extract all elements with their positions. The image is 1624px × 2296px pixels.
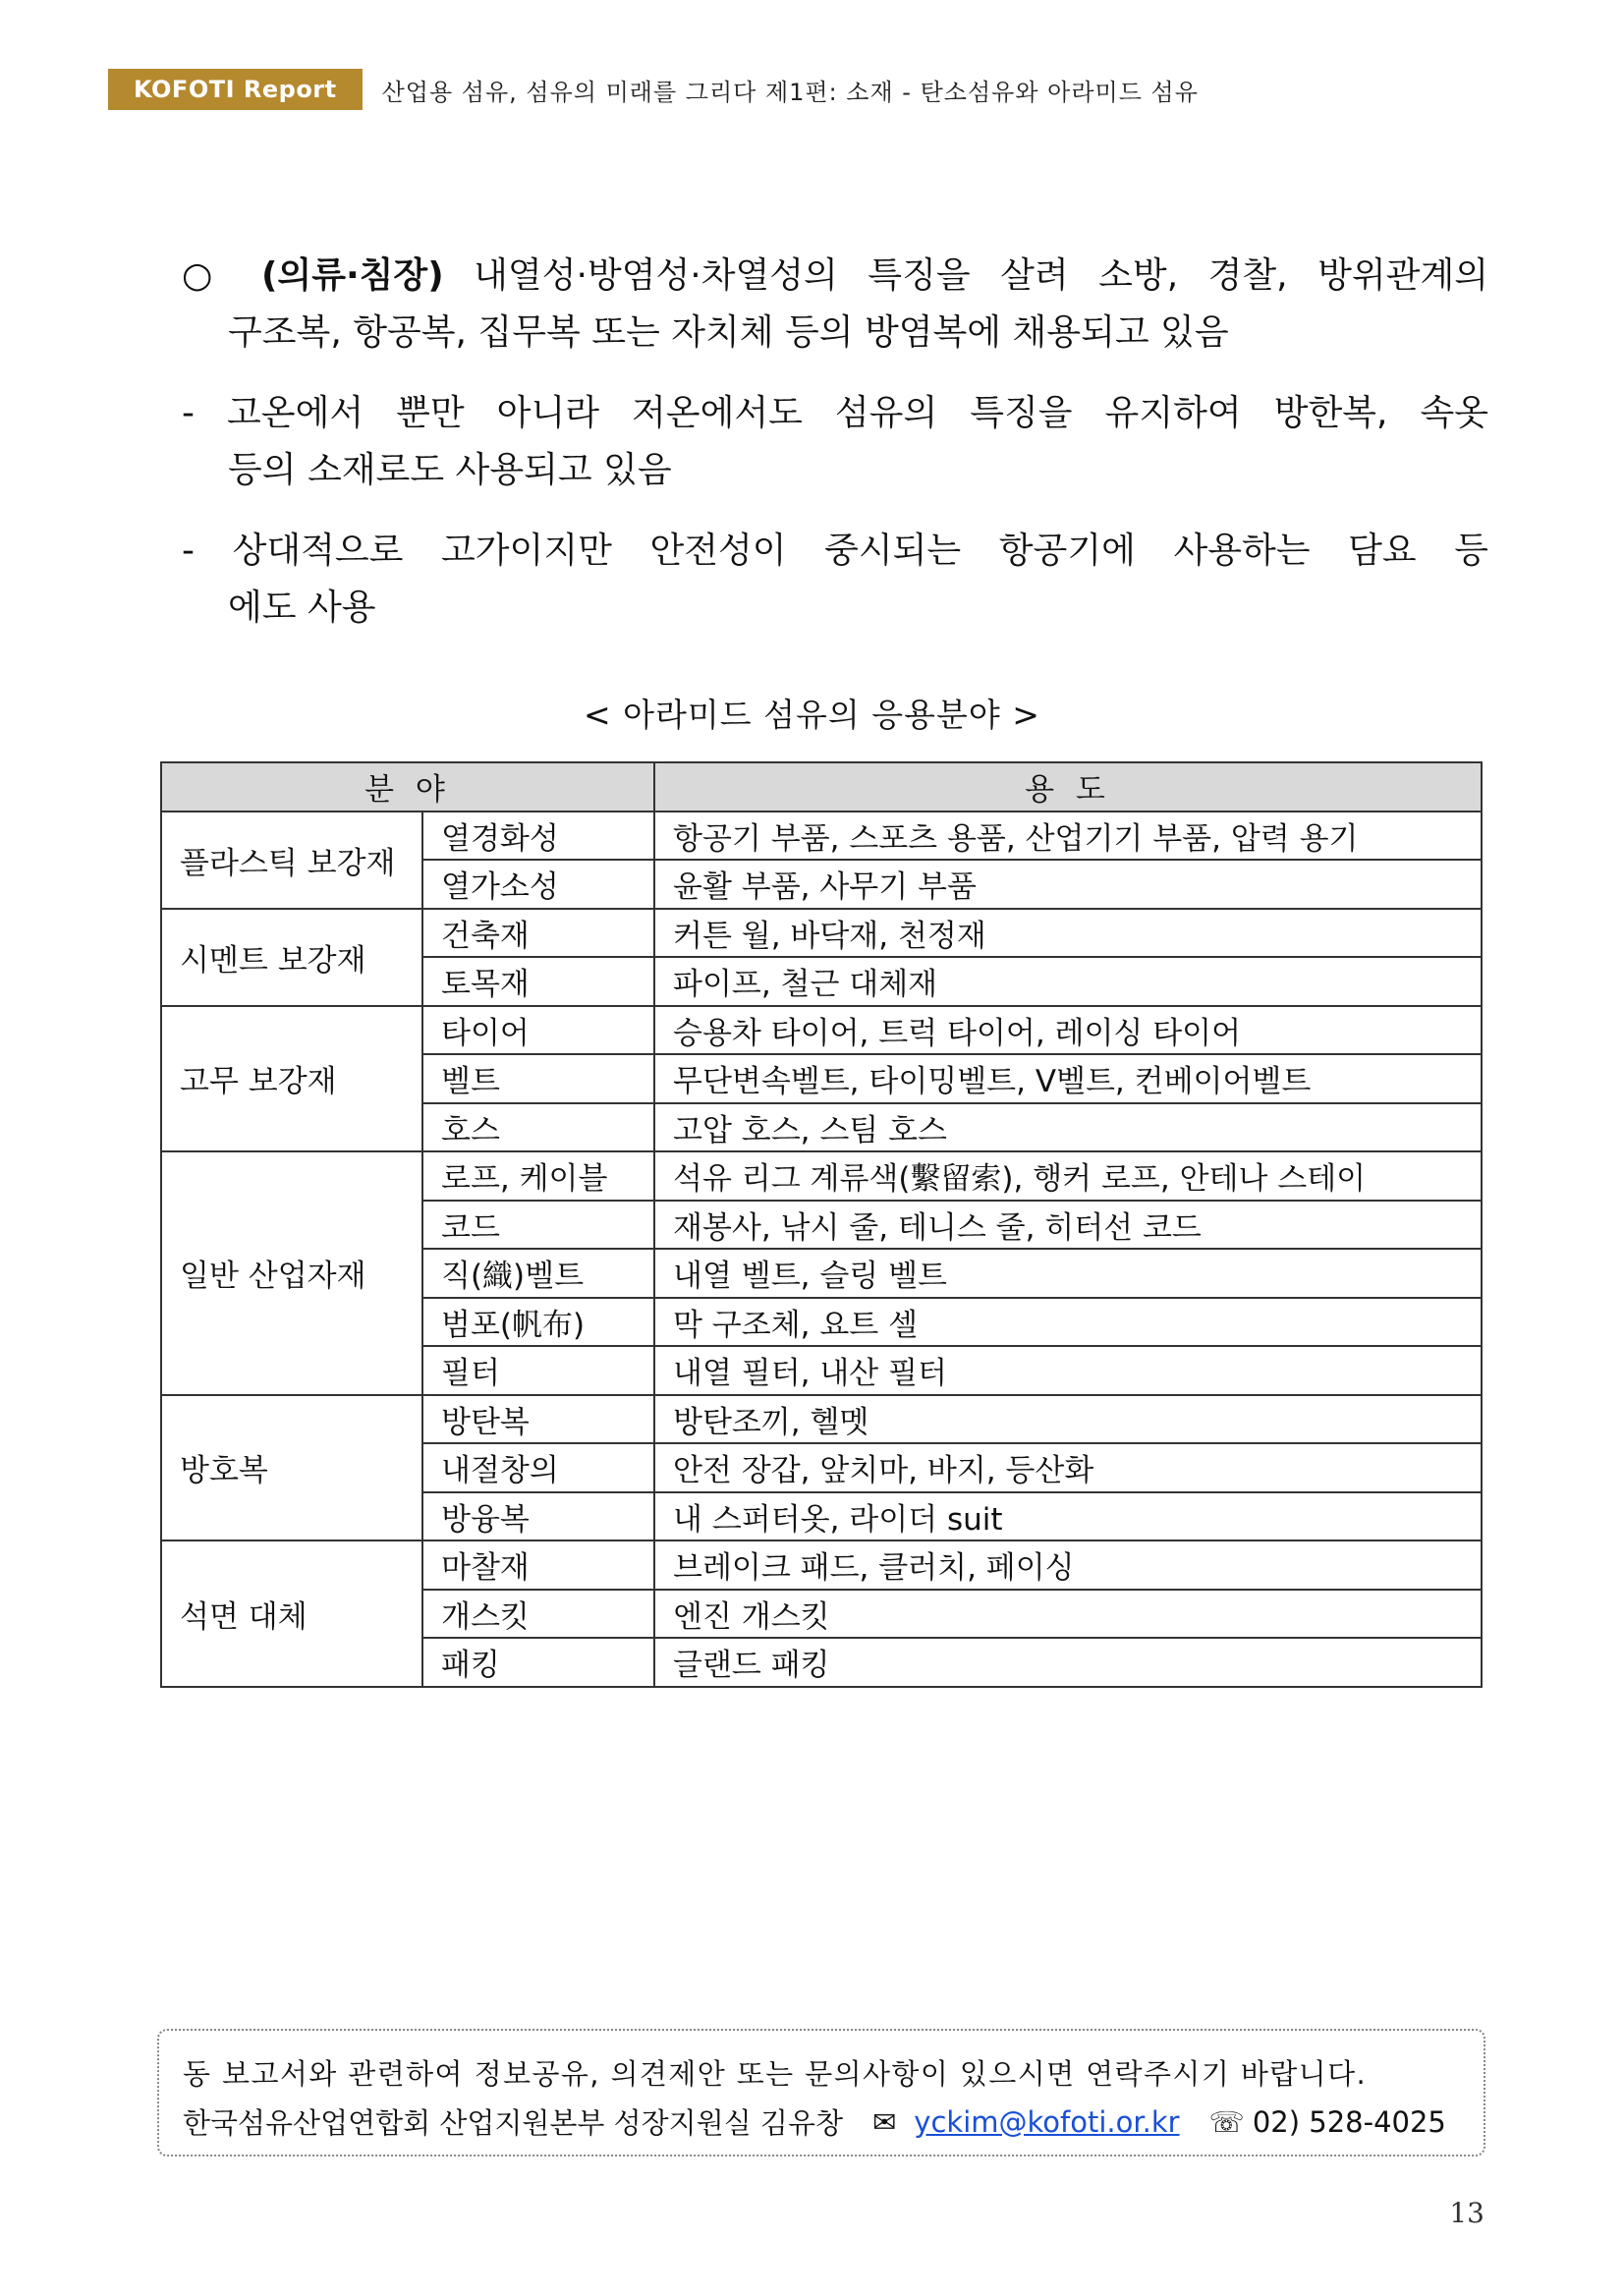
table-header-row — [161, 762, 1482, 812]
aramid-applications-table — [160, 761, 1483, 1688]
sub-cell: 개스킷 — [422, 1590, 654, 1639]
use-cell: 내열 벨트, 슬링 벨트 — [654, 1249, 1482, 1298]
sub-cell: 패킹 — [422, 1638, 654, 1687]
category-cell: 플라스틱 보강재 — [161, 812, 422, 909]
sub-cell: 방탄복 — [422, 1395, 654, 1444]
sub-cell: 방융복 — [422, 1492, 654, 1541]
bullet-marker: ○ — [182, 255, 232, 296]
category-cell: 시멘트 보강재 — [161, 909, 422, 1006]
sub-cell: 코드 — [422, 1201, 654, 1250]
sub-cell: 내절창의 — [422, 1443, 654, 1492]
header-use: 용 도 — [654, 762, 1482, 812]
use-cell: 글랜드 패킹 — [654, 1638, 1482, 1687]
sub-cell: 범포(帆布) — [422, 1298, 654, 1347]
sub-cell: 직(織)벨트 — [422, 1249, 654, 1298]
bullet-continuation: 등의 소재로도 사용되고 있음 — [228, 450, 672, 490]
bullet-line — [182, 385, 1488, 442]
use-cell: 승용차 타이어, 트럭 타이어, 레이싱 타이어 — [654, 1006, 1482, 1055]
sub-cell: 필터 — [422, 1346, 654, 1395]
bullet-marker: - — [182, 531, 195, 571]
use-cell: 안전 장갑, 앞치마, 바지, 등산화 — [654, 1443, 1482, 1492]
table-title: < 아라미드 섬유의 응용분야 > — [584, 696, 1040, 734]
bullet-text: 내열성·방염성·차열성의 특징을 살려 소방, 경찰, 방위관계의 — [474, 255, 1488, 296]
category-cell: 일반 산업자재 — [161, 1151, 422, 1395]
sub-cell: 열가소성 — [422, 860, 654, 909]
sub-cell: 마찰재 — [422, 1540, 654, 1590]
use-cell: 파이프, 철근 대체재 — [654, 957, 1482, 1006]
bullet-low-temperature — [182, 385, 1488, 499]
bullet-lead: (의류·침장) — [260, 255, 444, 296]
bullet-line — [182, 248, 1488, 305]
table-row — [161, 1151, 1482, 1201]
bullet-marker: - — [182, 393, 195, 433]
use-cell: 내열 필터, 내산 필터 — [654, 1346, 1482, 1395]
table-row — [161, 1395, 1482, 1444]
envelope-icon: ✉ — [871, 2104, 897, 2139]
use-cell: 브레이크 패드, 클러치, 페이싱 — [654, 1540, 1482, 1590]
bullet-aircraft — [182, 523, 1488, 637]
report-header — [108, 69, 1199, 110]
contact-message: 동 보고서와 관련하여 정보공유, 의견제안 또는 문의사항이 있으시면 연락주시기 바랍니다. — [183, 2057, 1368, 2091]
sub-cell: 열경화성 — [422, 812, 654, 861]
category-cell: 방호복 — [161, 1395, 422, 1541]
sub-cell: 로프, 케이블 — [422, 1151, 654, 1201]
bullet-text: 고온에서 뿐만 아니라 저온에서도 섬유의 특징을 유지하여 방한복, 속옷 — [227, 393, 1488, 433]
use-cell: 석유 리그 계류색(繫留索), 행커 로프, 안테나 스테이 — [654, 1151, 1482, 1201]
bullet-text: 상대적으로 고가이지만 안전성이 중시되는 항공기에 사용하는 담요 등 — [232, 531, 1488, 571]
use-cell: 재봉사, 낚시 줄, 테니스 줄, 히터선 코드 — [654, 1201, 1482, 1250]
table-row — [161, 909, 1482, 958]
contact-box — [157, 2029, 1485, 2156]
use-cell: 무단변속벨트, 타이밍벨트, V벨트, 컨베이어벨트 — [654, 1054, 1482, 1103]
contact-phone: 02) 528-4025 — [1252, 2104, 1446, 2139]
use-cell: 윤활 부품, 사무기 부품 — [654, 860, 1482, 909]
category-cell: 석면 대체 — [161, 1540, 422, 1687]
use-cell: 막 구조체, 요트 셀 — [654, 1298, 1482, 1347]
use-cell: 항공기 부품, 스포츠 용품, 산업기기 부품, 압력 용기 — [654, 812, 1482, 861]
contact-organization: 한국섬유산업연합회 산업지원본부 성장지원실 김유창 — [183, 2106, 843, 2140]
header-field: 분 야 — [161, 762, 654, 812]
phone-icon: ☏ — [1208, 2104, 1245, 2139]
bullet-clothing — [182, 248, 1488, 362]
contact-details — [183, 2101, 1446, 2142]
table-row — [161, 1006, 1482, 1055]
category-cell: 고무 보강재 — [161, 1006, 422, 1152]
contact-email-link[interactable]: yckim@kofoti.or.kr — [914, 2104, 1180, 2139]
bullet-line — [182, 523, 1488, 580]
header-title: 산업용 섬유, 섬유의 미래를 그리다 제1편: 소재 - 탄소섬유와 아라미드 섬유 — [381, 78, 1199, 106]
table-row — [161, 812, 1482, 861]
sub-cell: 타이어 — [422, 1006, 654, 1055]
use-cell: 고압 호스, 스팀 호스 — [654, 1103, 1482, 1152]
table-row — [161, 1540, 1482, 1590]
sub-cell: 호스 — [422, 1103, 654, 1152]
sub-cell: 건축재 — [422, 909, 654, 958]
sub-cell: 토목재 — [422, 957, 654, 1006]
use-cell: 엔진 개스킷 — [654, 1590, 1482, 1639]
use-cell: 커튼 월, 바닥재, 천정재 — [654, 909, 1482, 958]
page-number: 13 — [1449, 2197, 1484, 2229]
bullet-continuation: 에도 사용 — [228, 588, 376, 628]
bullet-continuation: 구조복, 항공복, 집무복 또는 자치체 등의 방염복에 채용되고 있음 — [228, 312, 1229, 353]
report-badge: KOFOTI Report — [108, 69, 363, 110]
use-cell: 내 스퍼터옷, 라이더 suit — [654, 1492, 1482, 1541]
use-cell: 방탄조끼, 헬멧 — [654, 1395, 1482, 1444]
sub-cell: 벨트 — [422, 1054, 654, 1103]
